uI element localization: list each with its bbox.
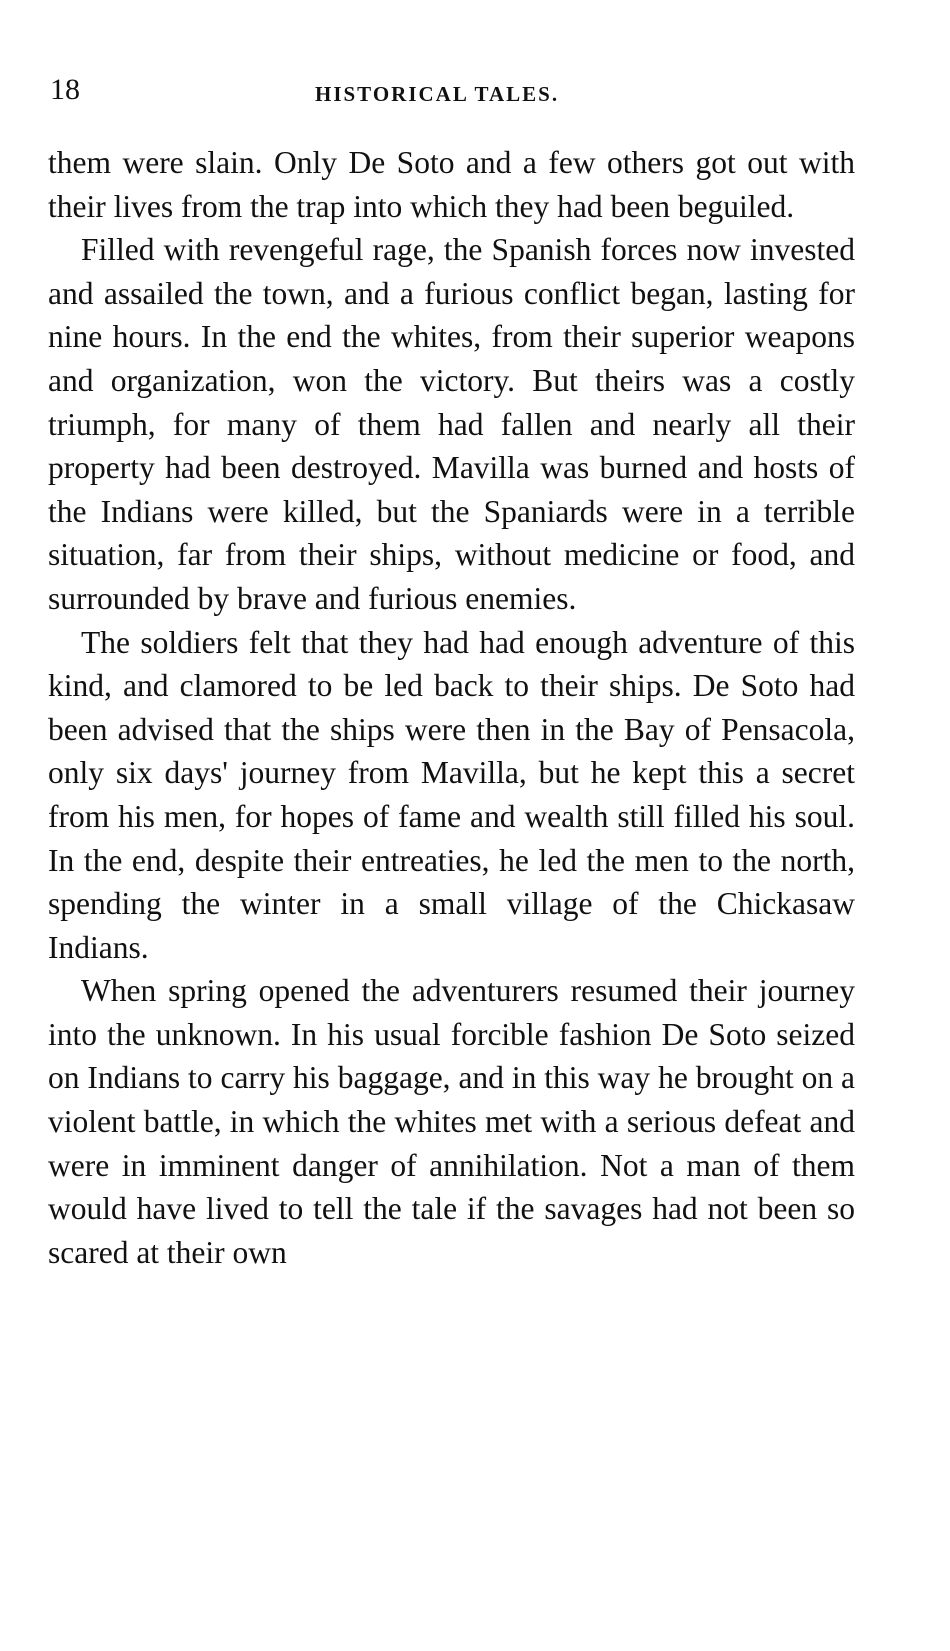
paragraph-3: The soldiers felt that they had had enough adventure of this kind, and clamored to be led back to their ships. De Soto had been advised that the ships were then in the Bay of Pensacola, only six days' journey from Mavilla, but he kept this a secret from his men, for hopes of fame and wealth still filled his soul. In the end, despite their entreaties, he led the men to the north, spending the winter in a small village of the Chickasaw Indians. <box>48 624 855 965</box>
paragraph-2: Filled with revengeful rage, the Spanish forces now invested and assailed the town, and a furious conflict began, lasting for nine hours. In the end the whites, from their superior weapons and organization, won the victory. But theirs was a costly triumph, for many of them had fallen and nearly all their property had been destroyed. Mavilla was burned and hosts of the Indians were killed, but the Spaniards were in a terrible situation, far from their ships, without medicine or food, and surrounded by brave and furious enemies. <box>48 232 855 616</box>
body-text <box>48 141 855 1274</box>
paragraph-4: When spring opened the adventurers resumed their journey into the unknown. In his usual forcible fashion De Soto seized on Indians to carry his baggage, and in this way he brought on a violent battle, in which the whites met with a serious defeat and were in imminent danger of annihilation. Not a man of them would have lived to tell the tale if the savages had not been so scared at their own <box>48 973 855 1270</box>
running-head <box>50 72 880 112</box>
paragraph-1: them were slain. Only De Soto and a few others got out with their lives from the trap into which they had been beguiled. <box>48 145 855 224</box>
page-number: 18 <box>50 73 80 106</box>
running-title: HISTORICAL TALES. <box>315 82 560 106</box>
